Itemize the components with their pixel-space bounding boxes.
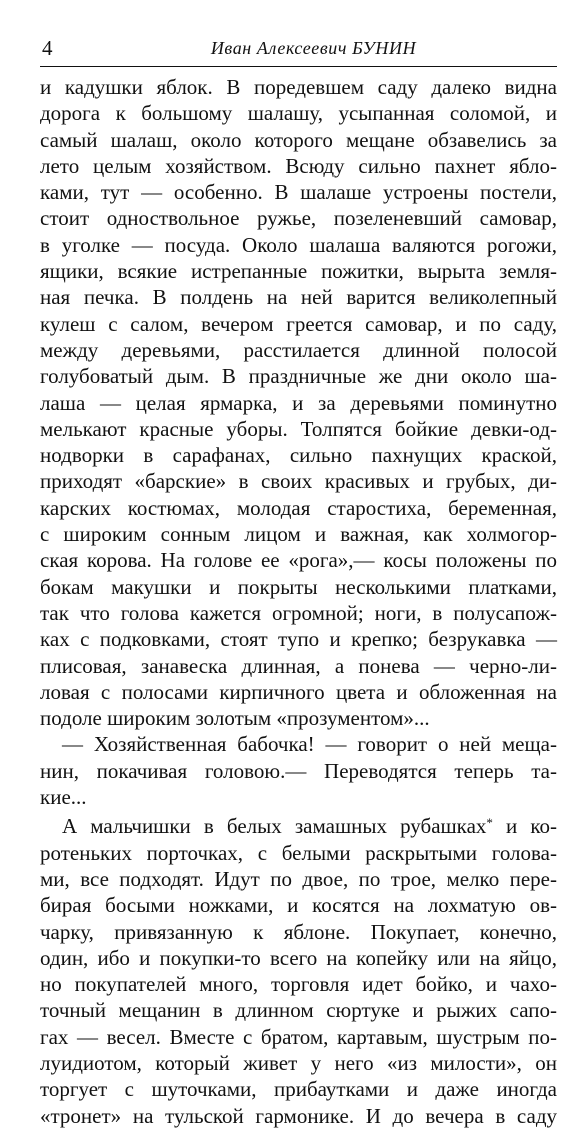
text-line: самый шалаш, около которого мещане обзавелись за (40, 127, 557, 152)
text-line: гах — весел. Вместе с братом, картавым, шустрым по- (40, 1024, 557, 1049)
paragraph (40, 74, 557, 731)
paragraph (40, 731, 557, 810)
text-line: бокам макушки и покрыты несколькими платками, (40, 574, 557, 599)
text-line: стоит одноствольное ружье, позеленевший самовар, (40, 206, 557, 231)
text-line (40, 810, 557, 839)
text-fragment: А мальчишки в белых замашных рубашках (62, 814, 487, 839)
text-line: «тронет» на тульской гармонике. И до вечера в саду (40, 1103, 557, 1128)
text-line: карских костюмах, молодая старостиха, беременная, (40, 495, 557, 520)
text-line: между деревьями, расстилается длинной полосой (40, 337, 557, 362)
text-line: ками, тут — особенно. В шалаше устроены постели, (40, 180, 557, 205)
text-fragment: и ко- (492, 814, 557, 839)
text-line: луидиотом, который живет у него «из милости», он (40, 1050, 557, 1075)
text-line: лаша — целая ярмарка, и за деревьями поминутно (40, 390, 557, 415)
body-text (40, 74, 557, 1129)
paragraph (40, 810, 557, 1129)
text-line: кулеш с салом, вечером греется самовар, и по саду, (40, 311, 557, 336)
text-line: ная печка. В полдень на ней варится великолепный (40, 285, 557, 310)
text-line: приходят «барские» в своих красивых и грубых, ди- (40, 469, 557, 494)
text-line: торгует с шуточками, прибаутками и даже иногда (40, 1077, 557, 1102)
text-line: — Хозяйственная бабочка! — говорит о ней меща- (62, 732, 557, 757)
text-line: точный мещанин в длинном сюртуке и рыжих сапо- (40, 998, 557, 1023)
text-line: подоле широким золотым «прозументом»... (40, 706, 430, 731)
text-line: нин, покачивая головою.— Переводятся теперь та- (40, 758, 557, 783)
text-line: в уголке — посуда. Около шалаша валяются рогожи, (40, 232, 557, 257)
text-line: мелькают красные уборы. Толпятся бойкие девки-од- (40, 416, 557, 441)
text-line: дорога к большому шалашу, усыпанная соломой, и (40, 101, 557, 126)
text-line: голубоватый дым. В праздничные же дни около ша- (40, 364, 557, 389)
text-line: ская корова. На голове ее «рога»,— косы положены по (40, 548, 557, 573)
text-line: бирая босыми ножками, и косятся на лохматую ов- (40, 893, 557, 918)
text-line: с широким сонным лицом и важная, как холмогор- (40, 522, 557, 547)
text-line: ловая с полосами кирпичного цвета и обложенная на (40, 679, 557, 704)
text-line: и кадушки яблок. В поредевшем саду далеко видна (40, 75, 557, 99)
text-line: плисовая, занавеска длинная, а понева — черно-ли- (40, 653, 557, 678)
text-line: но покупателей много, торговля идет бойко, и чахо- (40, 972, 557, 997)
text-line: нодворки в сарафанах, сильно пахнущих краской, (40, 443, 557, 468)
text-line: так что голова кажется огромной; ноги, в полусапож- (40, 600, 557, 625)
page-number: 4 (42, 36, 53, 60)
text-line: ротеньких порточках, с белыми раскрытыми голова- (40, 840, 557, 865)
text-line: один, ибо и покупки-то всего на копейку или на яйцо, (40, 945, 557, 970)
text-line: ках с подковками, стоят тупо и крепко; безрукавка — (40, 627, 557, 652)
text-line: ящики, всякие истрепанные пожитки, вырыта земля- (40, 259, 557, 284)
page-header (40, 22, 557, 67)
text-line: лето целым хозяйством. Всюду сильно пахнет ябло- (40, 153, 557, 178)
text-line: ми, все подходят. Идут по двое, по трое, мелко пере- (40, 866, 557, 891)
running-title: Иван Алексеевич БУНИН (210, 38, 417, 58)
text-line: кие... (40, 785, 87, 810)
text-line: чарку, привязанную к яблоне. Покупает, конечно, (40, 919, 557, 944)
footnote-marker[interactable]: * (486, 815, 493, 831)
